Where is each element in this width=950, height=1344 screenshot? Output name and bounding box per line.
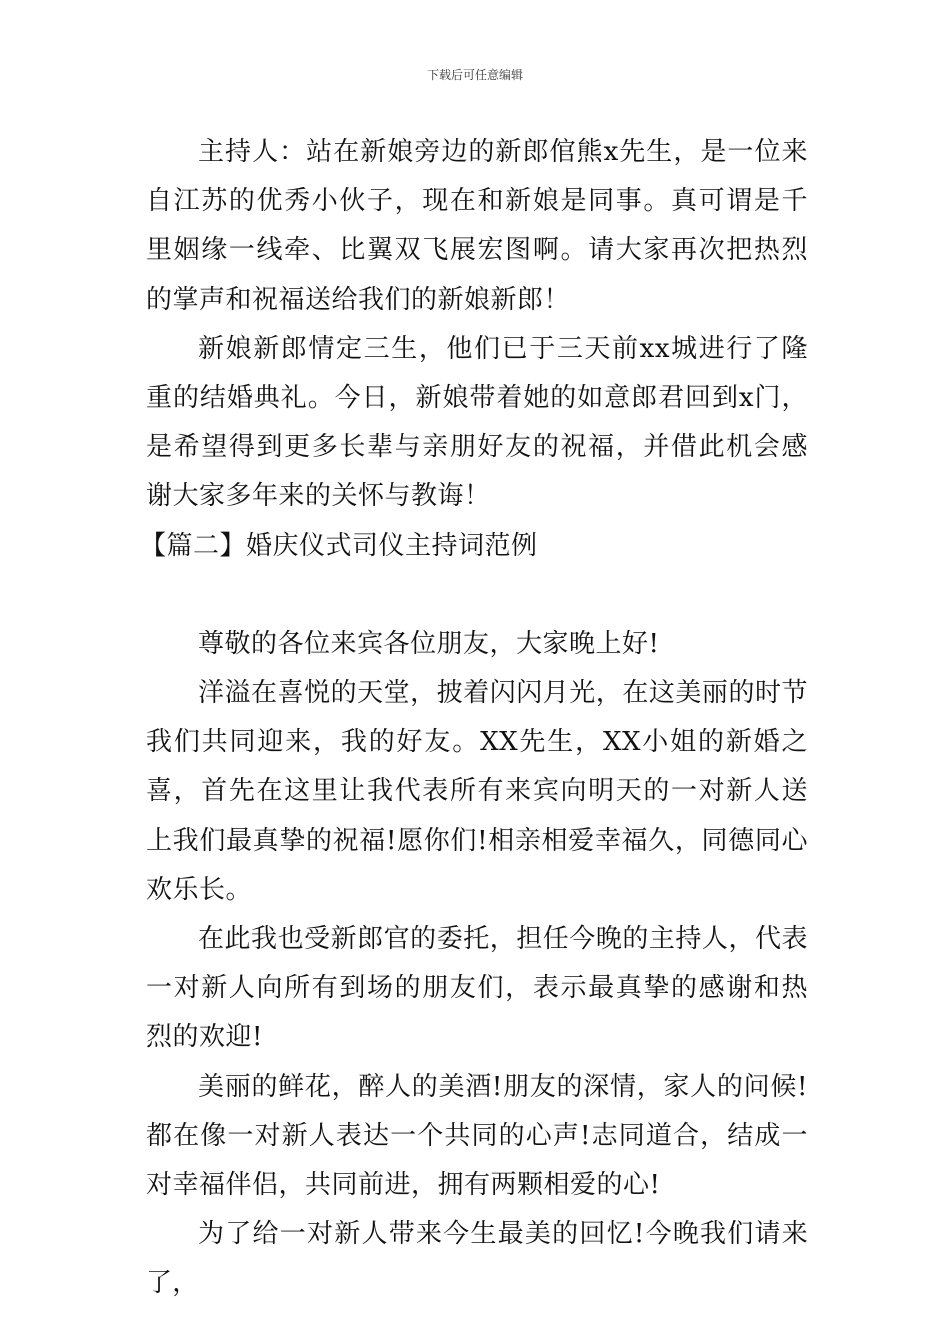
section-heading	[140, 522, 808, 571]
paragraph-joy: 洋溢在喜悦的天堂，披着闪闪月光，在这美丽的时节我们共同迎来，我的好友。XX先生，XX小姐的新婚之喜，首先在这里让我代表所有来宾向明天的一对新人送上我们最真挚的祝福!愿你们!相亲相爱幸福久，同德同心欢乐长。	[146, 678, 808, 905]
paragraph-wedding-ceremony: 新娘新郎情定三生，他们已于三天前xx城进行了隆重的结婚典礼。今日，新娘带着她的如意郎君回到x门，是希望得到更多长辈与亲朋好友的祝福，并借此机会感谢大家多年来的关怀与教诲！	[146, 333, 808, 512]
paragraph-memories: 为了给一对新人带来今生最美的回忆!今晚我们请来了，	[146, 1219, 808, 1299]
section-gap	[146, 571, 808, 620]
paragraph-host-intro: 主持人：站在新娘旁边的新郎倌熊x先生，是一位来自江苏的优秀小伙子，现在和新娘是同事。真可谓是千里姻缘一线牵、比翼双飞展宏图啊。请大家再次把热烈的掌声和祝福送给我们的新娘新郎！	[146, 137, 808, 315]
document-body	[140, 128, 808, 1309]
section-heading-text: 【篇二】婚庆仪式司仪主持词范例	[140, 530, 538, 561]
paragraph-greeting: 尊敬的各位来宾各位朋友，大家晚上好!	[198, 628, 660, 659]
paragraph-host-thanks: 在此我也受新郎官的委托，担任今晚的主持人，代表一对新人向所有到场的朋友们，表示最真挚的感谢和热烈的欢迎!	[146, 924, 808, 1053]
page-header-note: 下载后可任意编辑	[426, 68, 523, 82]
paragraph-flowers: 美丽的鲜花，醉人的美酒!朋友的深情，家人的问候!都在像一对新人表达一个共同的心声!志同道合，结成一对幸福伴侣，共同前进，拥有两颗相爱的心!	[146, 1071, 808, 1201]
